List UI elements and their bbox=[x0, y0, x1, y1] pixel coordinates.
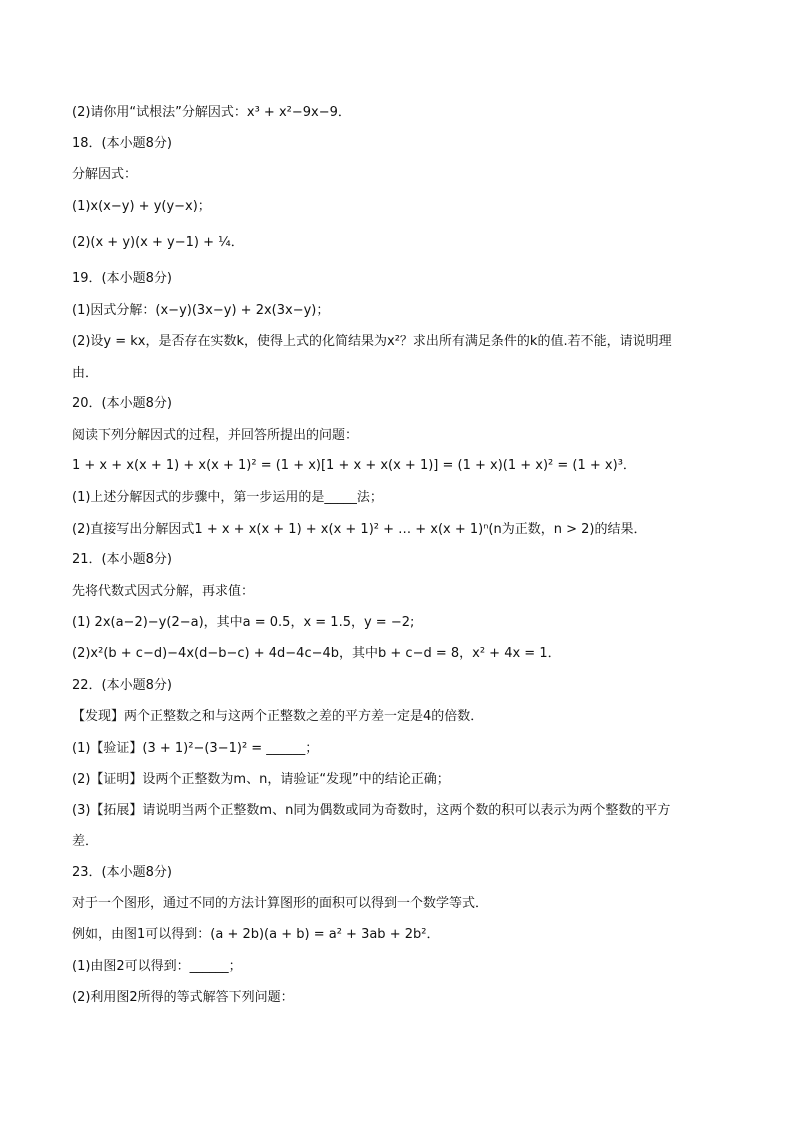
text-line: 分解因式： bbox=[72, 167, 138, 182]
text-line: (2)x²(b + c−d)−4x(d−b−c) + 4d−4c−4b，其中b + c−d = 8，x² + 4x = 1． bbox=[72, 646, 561, 661]
text-line: (1)因式分解：(x−y)(3x−y) + 2x(3x−y)； bbox=[72, 303, 330, 318]
text-line: 先将代数式因式分解，再求值： bbox=[72, 584, 255, 599]
question-heading: 21．(本小题8分) bbox=[72, 552, 172, 567]
question-heading: 22．(本小题8分) bbox=[72, 678, 172, 693]
text-line: (1)上述分解因式的步骤中，第一步运用的是_____法； bbox=[72, 490, 383, 505]
text-line: (3)【拓展】请说明当两个正整数m、n同为偶数或同为奇数时，这两个数的积可以表示为两个整数的平方 bbox=[72, 803, 671, 818]
formula-line: 1 + x + x(x + 1) + x(x + 1)² = (1 + x)[1 + x + x(x + 1)] = (1 + x)(1 + x)² = (1 + x)³． bbox=[72, 458, 636, 473]
text-line: (1)x(x−y) + y(y−x)； bbox=[72, 199, 211, 214]
text-line: (1)由图2可以得到：______； bbox=[72, 959, 242, 974]
question-heading: 20．(本小题8分) bbox=[72, 396, 172, 411]
text-line: 差． bbox=[72, 834, 99, 849]
question-heading: 19．(本小题8分) bbox=[72, 271, 172, 286]
question-heading: 18．(本小题8分) bbox=[72, 136, 172, 151]
text-line: 对于一个图形，通过不同的方法计算图形的面积可以得到一个数学等式． bbox=[72, 896, 489, 911]
text-line: (2)请你用“试根法”分解因式：x³ + x²−9x−9． bbox=[72, 105, 351, 120]
text-line: 由． bbox=[72, 366, 99, 381]
text-line: (2)利用图2所得的等式解答下列问题： bbox=[72, 990, 294, 1005]
text-line: (2)设y = kx，是否存在实数k，使得上式的化简结果为x²？求出所有满足条件的k的值.若不能，请说明理 bbox=[72, 334, 672, 349]
text-line: 例如，由图1可以得到：(a + 2b)(a + b) = a² + 3ab + 2b²． bbox=[72, 927, 440, 942]
text-line: (2)【证明】设两个正整数为m、n，请验证“发现”中的结论正确； bbox=[72, 772, 450, 787]
text-line: (1) 2x(a−2)−y(2−a)，其中a = 0.5，x = 1.5，y = −2; bbox=[72, 615, 415, 630]
question-heading: 23．(本小题8分) bbox=[72, 865, 172, 880]
text-line: (2)(x + y)(x + y−1) + ¼． bbox=[72, 235, 244, 250]
text-line: 【发现】两个正整数之和与这两个正整数之差的平方差一定是4的倍数． bbox=[72, 709, 484, 724]
text-line: (2)直接写出分解因式1 + x + x(x + 1) + x(x + 1)² + … + x(x + 1)ⁿ(n为正数，n > 2)的结果． bbox=[72, 522, 647, 537]
text-line: 阅读下列分解因式的过程，并回答所提出的问题： bbox=[72, 428, 359, 443]
text-line: (1)【验证】(3 + 1)²−(3−1)² = ______； bbox=[72, 741, 319, 756]
